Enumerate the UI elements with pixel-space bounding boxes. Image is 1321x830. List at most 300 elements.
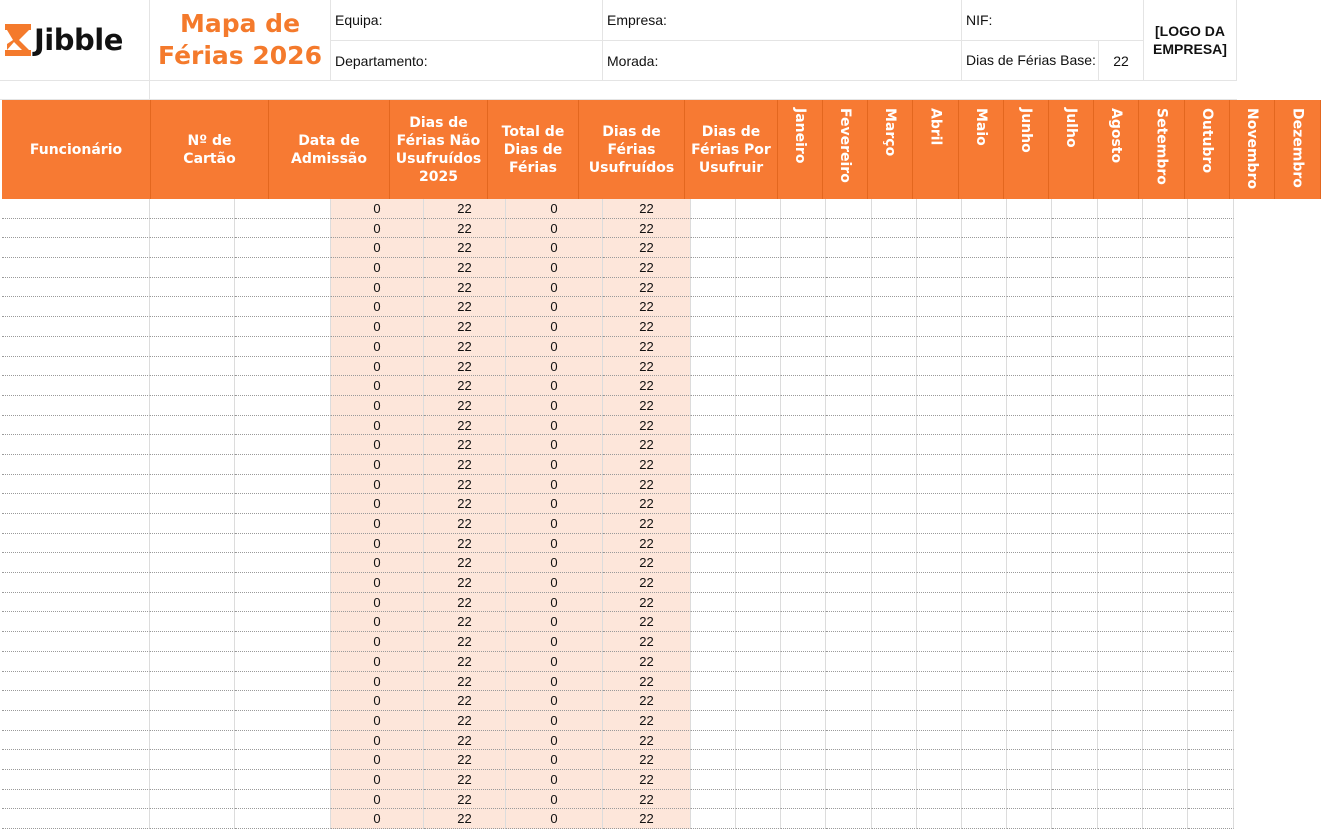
cell-month-7[interactable] bbox=[962, 475, 1007, 495]
cell-month-10[interactable] bbox=[1098, 238, 1143, 258]
cell-cartao[interactable] bbox=[150, 258, 235, 278]
cell-admissao[interactable] bbox=[235, 534, 331, 554]
cell-funcionario[interactable] bbox=[2, 612, 150, 632]
cell-total[interactable]: 22 bbox=[424, 396, 506, 416]
cell-month-11[interactable] bbox=[1143, 317, 1188, 337]
cell-month-4[interactable] bbox=[826, 790, 872, 810]
cell-month-1[interactable] bbox=[691, 297, 736, 317]
cell-month-12[interactable] bbox=[1188, 396, 1234, 416]
cell-month-4[interactable] bbox=[826, 337, 872, 357]
cell-month-11[interactable] bbox=[1143, 238, 1188, 258]
cell-month-5[interactable] bbox=[872, 494, 917, 514]
cell-month-12[interactable] bbox=[1188, 455, 1234, 475]
cell-por-usufruir[interactable]: 22 bbox=[603, 357, 691, 377]
cell-month-11[interactable] bbox=[1143, 672, 1188, 692]
cell-nao-usufruidos[interactable]: 0 bbox=[331, 219, 424, 239]
cell-month-2[interactable] bbox=[736, 770, 781, 790]
cell-nao-usufruidos[interactable]: 0 bbox=[331, 494, 424, 514]
cell-nao-usufruidos[interactable]: 0 bbox=[331, 396, 424, 416]
cell-month-4[interactable] bbox=[826, 357, 872, 377]
cell-nao-usufruidos[interactable]: 0 bbox=[331, 790, 424, 810]
cell-funcionario[interactable] bbox=[2, 297, 150, 317]
cell-por-usufruir[interactable]: 22 bbox=[603, 376, 691, 396]
cell-month-11[interactable] bbox=[1143, 573, 1188, 593]
cell-month-4[interactable] bbox=[826, 494, 872, 514]
cell-nao-usufruidos[interactable]: 0 bbox=[331, 199, 424, 219]
cell-nao-usufruidos[interactable]: 0 bbox=[331, 376, 424, 396]
cell-month-5[interactable] bbox=[872, 376, 917, 396]
cell-month-7[interactable] bbox=[962, 337, 1007, 357]
cell-month-6[interactable] bbox=[917, 514, 962, 534]
cell-month-3[interactable] bbox=[781, 632, 826, 652]
cell-usufruidos[interactable]: 0 bbox=[506, 534, 603, 554]
cell-month-8[interactable] bbox=[1007, 672, 1052, 692]
cell-month-10[interactable] bbox=[1098, 770, 1143, 790]
cell-month-5[interactable] bbox=[872, 238, 917, 258]
cell-month-6[interactable] bbox=[917, 475, 962, 495]
cell-funcionario[interactable] bbox=[2, 317, 150, 337]
cell-month-12[interactable] bbox=[1188, 770, 1234, 790]
cell-month-1[interactable] bbox=[691, 199, 736, 219]
cell-month-6[interactable] bbox=[917, 593, 962, 613]
cell-nao-usufruidos[interactable]: 0 bbox=[331, 750, 424, 770]
cell-month-7[interactable] bbox=[962, 238, 1007, 258]
cell-month-1[interactable] bbox=[691, 258, 736, 278]
cell-month-12[interactable] bbox=[1188, 731, 1234, 751]
cell-nao-usufruidos[interactable]: 0 bbox=[331, 632, 424, 652]
cell-total[interactable]: 22 bbox=[424, 337, 506, 357]
cell-month-12[interactable] bbox=[1188, 593, 1234, 613]
cell-month-6[interactable] bbox=[917, 435, 962, 455]
cell-month-4[interactable] bbox=[826, 652, 872, 672]
cell-month-8[interactable] bbox=[1007, 593, 1052, 613]
cell-month-12[interactable] bbox=[1188, 632, 1234, 652]
cell-month-9[interactable] bbox=[1052, 731, 1098, 751]
cell-month-8[interactable] bbox=[1007, 317, 1052, 337]
cell-month-10[interactable] bbox=[1098, 534, 1143, 554]
cell-month-7[interactable] bbox=[962, 632, 1007, 652]
cell-usufruidos[interactable]: 0 bbox=[506, 573, 603, 593]
cell-month-6[interactable] bbox=[917, 317, 962, 337]
cell-month-8[interactable] bbox=[1007, 750, 1052, 770]
cell-month-4[interactable] bbox=[826, 770, 872, 790]
cell-funcionario[interactable] bbox=[2, 435, 150, 455]
cell-month-5[interactable] bbox=[872, 337, 917, 357]
cell-total[interactable]: 22 bbox=[424, 672, 506, 692]
cell-month-11[interactable] bbox=[1143, 534, 1188, 554]
cell-month-1[interactable] bbox=[691, 435, 736, 455]
cell-month-9[interactable] bbox=[1052, 494, 1098, 514]
cell-month-4[interactable] bbox=[826, 416, 872, 436]
cell-por-usufruir[interactable]: 22 bbox=[603, 258, 691, 278]
cell-month-11[interactable] bbox=[1143, 416, 1188, 436]
cell-month-1[interactable] bbox=[691, 731, 736, 751]
cell-month-8[interactable] bbox=[1007, 357, 1052, 377]
cell-month-10[interactable] bbox=[1098, 494, 1143, 514]
cell-month-9[interactable] bbox=[1052, 632, 1098, 652]
cell-month-10[interactable] bbox=[1098, 790, 1143, 810]
cell-month-11[interactable] bbox=[1143, 475, 1188, 495]
cell-cartao[interactable] bbox=[150, 573, 235, 593]
cell-month-4[interactable] bbox=[826, 573, 872, 593]
cell-month-11[interactable] bbox=[1143, 652, 1188, 672]
cell-total[interactable]: 22 bbox=[424, 691, 506, 711]
cell-month-6[interactable] bbox=[917, 770, 962, 790]
cell-month-3[interactable] bbox=[781, 691, 826, 711]
cell-month-4[interactable] bbox=[826, 278, 872, 298]
cell-por-usufruir[interactable]: 22 bbox=[603, 199, 691, 219]
cell-por-usufruir[interactable]: 22 bbox=[603, 337, 691, 357]
cell-cartao[interactable] bbox=[150, 809, 235, 829]
cell-month-9[interactable] bbox=[1052, 357, 1098, 377]
cell-usufruidos[interactable]: 0 bbox=[506, 258, 603, 278]
cell-month-11[interactable] bbox=[1143, 219, 1188, 239]
cell-usufruidos[interactable]: 0 bbox=[506, 612, 603, 632]
cell-usufruidos[interactable]: 0 bbox=[506, 691, 603, 711]
cell-month-3[interactable] bbox=[781, 593, 826, 613]
cell-month-8[interactable] bbox=[1007, 494, 1052, 514]
cell-month-4[interactable] bbox=[826, 435, 872, 455]
cell-month-3[interactable] bbox=[781, 652, 826, 672]
cell-month-5[interactable] bbox=[872, 731, 917, 751]
cell-month-6[interactable] bbox=[917, 573, 962, 593]
cell-total[interactable]: 22 bbox=[424, 731, 506, 751]
cell-por-usufruir[interactable]: 22 bbox=[603, 770, 691, 790]
cell-month-11[interactable] bbox=[1143, 297, 1188, 317]
cell-month-9[interactable] bbox=[1052, 396, 1098, 416]
cell-funcionario[interactable] bbox=[2, 553, 150, 573]
cell-month-1[interactable] bbox=[691, 691, 736, 711]
cell-month-9[interactable] bbox=[1052, 770, 1098, 790]
cell-month-6[interactable] bbox=[917, 809, 962, 829]
cell-usufruidos[interactable]: 0 bbox=[506, 435, 603, 455]
cell-month-9[interactable] bbox=[1052, 199, 1098, 219]
cell-cartao[interactable] bbox=[150, 317, 235, 337]
cell-month-5[interactable] bbox=[872, 652, 917, 672]
cell-month-3[interactable] bbox=[781, 337, 826, 357]
cell-month-12[interactable] bbox=[1188, 475, 1234, 495]
cell-total[interactable]: 22 bbox=[424, 534, 506, 554]
cell-month-7[interactable] bbox=[962, 297, 1007, 317]
cell-month-1[interactable] bbox=[691, 534, 736, 554]
cell-month-7[interactable] bbox=[962, 494, 1007, 514]
cell-usufruidos[interactable]: 0 bbox=[506, 199, 603, 219]
cell-month-8[interactable] bbox=[1007, 416, 1052, 436]
cell-por-usufruir[interactable]: 22 bbox=[603, 593, 691, 613]
cell-funcionario[interactable] bbox=[2, 790, 150, 810]
cell-month-5[interactable] bbox=[872, 534, 917, 554]
cell-funcionario[interactable] bbox=[2, 770, 150, 790]
cell-month-4[interactable] bbox=[826, 750, 872, 770]
cell-usufruidos[interactable]: 0 bbox=[506, 711, 603, 731]
cell-month-4[interactable] bbox=[826, 711, 872, 731]
cell-month-9[interactable] bbox=[1052, 593, 1098, 613]
cell-month-10[interactable] bbox=[1098, 357, 1143, 377]
cell-nao-usufruidos[interactable]: 0 bbox=[331, 573, 424, 593]
cell-month-6[interactable] bbox=[917, 278, 962, 298]
cell-cartao[interactable] bbox=[150, 790, 235, 810]
cell-month-12[interactable] bbox=[1188, 494, 1234, 514]
cell-nao-usufruidos[interactable]: 0 bbox=[331, 809, 424, 829]
cell-month-6[interactable] bbox=[917, 494, 962, 514]
cell-month-9[interactable] bbox=[1052, 809, 1098, 829]
cell-admissao[interactable] bbox=[235, 278, 331, 298]
cell-month-1[interactable] bbox=[691, 573, 736, 593]
cell-total[interactable]: 22 bbox=[424, 770, 506, 790]
cell-month-2[interactable] bbox=[736, 199, 781, 219]
cell-month-1[interactable] bbox=[691, 711, 736, 731]
cell-month-9[interactable] bbox=[1052, 219, 1098, 239]
cell-month-2[interactable] bbox=[736, 593, 781, 613]
cell-cartao[interactable] bbox=[150, 731, 235, 751]
cell-month-4[interactable] bbox=[826, 672, 872, 692]
cell-month-9[interactable] bbox=[1052, 750, 1098, 770]
cell-funcionario[interactable] bbox=[2, 672, 150, 692]
cell-month-5[interactable] bbox=[872, 553, 917, 573]
cell-month-6[interactable] bbox=[917, 731, 962, 751]
cell-month-12[interactable] bbox=[1188, 297, 1234, 317]
cell-nao-usufruidos[interactable]: 0 bbox=[331, 297, 424, 317]
cell-month-12[interactable] bbox=[1188, 219, 1234, 239]
cell-funcionario[interactable] bbox=[2, 337, 150, 357]
cell-month-10[interactable] bbox=[1098, 553, 1143, 573]
cell-nao-usufruidos[interactable]: 0 bbox=[331, 612, 424, 632]
cell-month-8[interactable] bbox=[1007, 435, 1052, 455]
cell-month-2[interactable] bbox=[736, 790, 781, 810]
cell-month-4[interactable] bbox=[826, 514, 872, 534]
cell-funcionario[interactable] bbox=[2, 514, 150, 534]
cell-por-usufruir[interactable]: 22 bbox=[603, 475, 691, 495]
cell-nao-usufruidos[interactable]: 0 bbox=[331, 278, 424, 298]
cell-month-2[interactable] bbox=[736, 809, 781, 829]
cell-por-usufruir[interactable]: 22 bbox=[603, 416, 691, 436]
cell-month-11[interactable] bbox=[1143, 514, 1188, 534]
cell-month-2[interactable] bbox=[736, 396, 781, 416]
cell-month-7[interactable] bbox=[962, 376, 1007, 396]
cell-month-7[interactable] bbox=[962, 790, 1007, 810]
cell-nao-usufruidos[interactable]: 0 bbox=[331, 652, 424, 672]
cell-month-2[interactable] bbox=[736, 652, 781, 672]
cell-admissao[interactable] bbox=[235, 238, 331, 258]
cell-month-12[interactable] bbox=[1188, 573, 1234, 593]
cell-month-7[interactable] bbox=[962, 396, 1007, 416]
cell-usufruidos[interactable]: 0 bbox=[506, 416, 603, 436]
cell-nao-usufruidos[interactable]: 0 bbox=[331, 455, 424, 475]
cell-month-7[interactable] bbox=[962, 553, 1007, 573]
cell-month-6[interactable] bbox=[917, 612, 962, 632]
cell-month-8[interactable] bbox=[1007, 652, 1052, 672]
cell-nao-usufruidos[interactable]: 0 bbox=[331, 416, 424, 436]
cell-month-1[interactable] bbox=[691, 278, 736, 298]
cell-month-3[interactable] bbox=[781, 770, 826, 790]
cell-nao-usufruidos[interactable]: 0 bbox=[331, 258, 424, 278]
cell-admissao[interactable] bbox=[235, 337, 331, 357]
cell-month-2[interactable] bbox=[736, 731, 781, 751]
cell-total[interactable]: 22 bbox=[424, 632, 506, 652]
cell-month-7[interactable] bbox=[962, 573, 1007, 593]
cell-total[interactable]: 22 bbox=[424, 297, 506, 317]
cell-month-8[interactable] bbox=[1007, 376, 1052, 396]
cell-month-7[interactable] bbox=[962, 416, 1007, 436]
cell-month-12[interactable] bbox=[1188, 317, 1234, 337]
cell-cartao[interactable] bbox=[150, 652, 235, 672]
cell-month-9[interactable] bbox=[1052, 416, 1098, 436]
cell-admissao[interactable] bbox=[235, 553, 331, 573]
cell-month-3[interactable] bbox=[781, 258, 826, 278]
cell-month-8[interactable] bbox=[1007, 278, 1052, 298]
cell-admissao[interactable] bbox=[235, 494, 331, 514]
cell-month-5[interactable] bbox=[872, 219, 917, 239]
cell-total[interactable]: 22 bbox=[424, 593, 506, 613]
cell-admissao[interactable] bbox=[235, 573, 331, 593]
cell-por-usufruir[interactable]: 22 bbox=[603, 612, 691, 632]
cell-total[interactable]: 22 bbox=[424, 376, 506, 396]
cell-total[interactable]: 22 bbox=[424, 553, 506, 573]
cell-month-8[interactable] bbox=[1007, 612, 1052, 632]
cell-funcionario[interactable] bbox=[2, 750, 150, 770]
cell-month-3[interactable] bbox=[781, 809, 826, 829]
cell-month-11[interactable] bbox=[1143, 750, 1188, 770]
cell-month-8[interactable] bbox=[1007, 691, 1052, 711]
cell-month-6[interactable] bbox=[917, 652, 962, 672]
cell-month-3[interactable] bbox=[781, 238, 826, 258]
cell-month-7[interactable] bbox=[962, 711, 1007, 731]
cell-usufruidos[interactable]: 0 bbox=[506, 514, 603, 534]
cell-total[interactable]: 22 bbox=[424, 573, 506, 593]
cell-total[interactable]: 22 bbox=[424, 475, 506, 495]
cell-usufruidos[interactable]: 0 bbox=[506, 317, 603, 337]
cell-usufruidos[interactable]: 0 bbox=[506, 672, 603, 692]
cell-month-7[interactable] bbox=[962, 612, 1007, 632]
cell-month-9[interactable] bbox=[1052, 238, 1098, 258]
cell-month-11[interactable] bbox=[1143, 731, 1188, 751]
cell-month-10[interactable] bbox=[1098, 337, 1143, 357]
cell-total[interactable]: 22 bbox=[424, 238, 506, 258]
cell-month-6[interactable] bbox=[917, 238, 962, 258]
cell-cartao[interactable] bbox=[150, 750, 235, 770]
cell-month-10[interactable] bbox=[1098, 514, 1143, 534]
cell-month-7[interactable] bbox=[962, 317, 1007, 337]
cell-month-1[interactable] bbox=[691, 396, 736, 416]
cell-usufruidos[interactable]: 0 bbox=[506, 553, 603, 573]
cell-month-8[interactable] bbox=[1007, 534, 1052, 554]
cell-month-12[interactable] bbox=[1188, 278, 1234, 298]
cell-month-2[interactable] bbox=[736, 278, 781, 298]
cell-month-3[interactable] bbox=[781, 750, 826, 770]
cell-month-12[interactable] bbox=[1188, 553, 1234, 573]
cell-month-6[interactable] bbox=[917, 219, 962, 239]
cell-admissao[interactable] bbox=[235, 376, 331, 396]
cell-funcionario[interactable] bbox=[2, 494, 150, 514]
cell-month-5[interactable] bbox=[872, 514, 917, 534]
cell-month-1[interactable] bbox=[691, 455, 736, 475]
cell-month-8[interactable] bbox=[1007, 258, 1052, 278]
cell-month-8[interactable] bbox=[1007, 337, 1052, 357]
dias-base-value[interactable] bbox=[1099, 41, 1144, 81]
cell-usufruidos[interactable]: 0 bbox=[506, 219, 603, 239]
cell-month-12[interactable] bbox=[1188, 199, 1234, 219]
cell-month-3[interactable] bbox=[781, 317, 826, 337]
cell-month-7[interactable] bbox=[962, 199, 1007, 219]
cell-month-9[interactable] bbox=[1052, 711, 1098, 731]
cell-month-2[interactable] bbox=[736, 297, 781, 317]
cell-funcionario[interactable] bbox=[2, 691, 150, 711]
cell-admissao[interactable] bbox=[235, 612, 331, 632]
cell-cartao[interactable] bbox=[150, 357, 235, 377]
cell-month-1[interactable] bbox=[691, 809, 736, 829]
cell-month-10[interactable] bbox=[1098, 750, 1143, 770]
cell-month-1[interactable] bbox=[691, 632, 736, 652]
cell-month-4[interactable] bbox=[826, 691, 872, 711]
cell-month-8[interactable] bbox=[1007, 632, 1052, 652]
cell-month-11[interactable] bbox=[1143, 632, 1188, 652]
cell-month-8[interactable] bbox=[1007, 809, 1052, 829]
cell-por-usufruir[interactable]: 22 bbox=[603, 711, 691, 731]
cell-month-4[interactable] bbox=[826, 455, 872, 475]
cell-month-12[interactable] bbox=[1188, 691, 1234, 711]
cell-month-12[interactable] bbox=[1188, 357, 1234, 377]
cell-month-8[interactable] bbox=[1007, 475, 1052, 495]
cell-cartao[interactable] bbox=[150, 494, 235, 514]
cell-funcionario[interactable] bbox=[2, 396, 150, 416]
cell-month-8[interactable] bbox=[1007, 770, 1052, 790]
cell-month-3[interactable] bbox=[781, 357, 826, 377]
cell-month-3[interactable] bbox=[781, 534, 826, 554]
cell-month-10[interactable] bbox=[1098, 691, 1143, 711]
cell-month-9[interactable] bbox=[1052, 337, 1098, 357]
cell-nao-usufruidos[interactable]: 0 bbox=[331, 711, 424, 731]
cell-month-7[interactable] bbox=[962, 219, 1007, 239]
cell-month-6[interactable] bbox=[917, 416, 962, 436]
cell-month-11[interactable] bbox=[1143, 258, 1188, 278]
cell-month-9[interactable] bbox=[1052, 297, 1098, 317]
cell-month-1[interactable] bbox=[691, 553, 736, 573]
cell-admissao[interactable] bbox=[235, 416, 331, 436]
cell-month-5[interactable] bbox=[872, 199, 917, 219]
cell-usufruidos[interactable]: 0 bbox=[506, 809, 603, 829]
cell-month-11[interactable] bbox=[1143, 199, 1188, 219]
cell-month-6[interactable] bbox=[917, 357, 962, 377]
cell-funcionario[interactable] bbox=[2, 357, 150, 377]
cell-month-11[interactable] bbox=[1143, 553, 1188, 573]
cell-month-3[interactable] bbox=[781, 455, 826, 475]
cell-month-11[interactable] bbox=[1143, 711, 1188, 731]
cell-month-7[interactable] bbox=[962, 357, 1007, 377]
cell-total[interactable]: 22 bbox=[424, 494, 506, 514]
cell-month-5[interactable] bbox=[872, 317, 917, 337]
cell-month-4[interactable] bbox=[826, 297, 872, 317]
cell-admissao[interactable] bbox=[235, 632, 331, 652]
cell-month-10[interactable] bbox=[1098, 475, 1143, 495]
cell-month-7[interactable] bbox=[962, 455, 1007, 475]
cell-month-7[interactable] bbox=[962, 278, 1007, 298]
cell-usufruidos[interactable]: 0 bbox=[506, 455, 603, 475]
cell-month-8[interactable] bbox=[1007, 790, 1052, 810]
cell-month-9[interactable] bbox=[1052, 790, 1098, 810]
cell-por-usufruir[interactable]: 22 bbox=[603, 731, 691, 751]
cell-month-10[interactable] bbox=[1098, 455, 1143, 475]
cell-cartao[interactable] bbox=[150, 396, 235, 416]
cell-month-6[interactable] bbox=[917, 691, 962, 711]
cell-month-8[interactable] bbox=[1007, 297, 1052, 317]
cell-month-1[interactable] bbox=[691, 612, 736, 632]
cell-por-usufruir[interactable]: 22 bbox=[603, 691, 691, 711]
cell-usufruidos[interactable]: 0 bbox=[506, 632, 603, 652]
cell-admissao[interactable] bbox=[235, 770, 331, 790]
cell-funcionario[interactable] bbox=[2, 573, 150, 593]
cell-month-3[interactable] bbox=[781, 494, 826, 514]
cell-month-9[interactable] bbox=[1052, 534, 1098, 554]
